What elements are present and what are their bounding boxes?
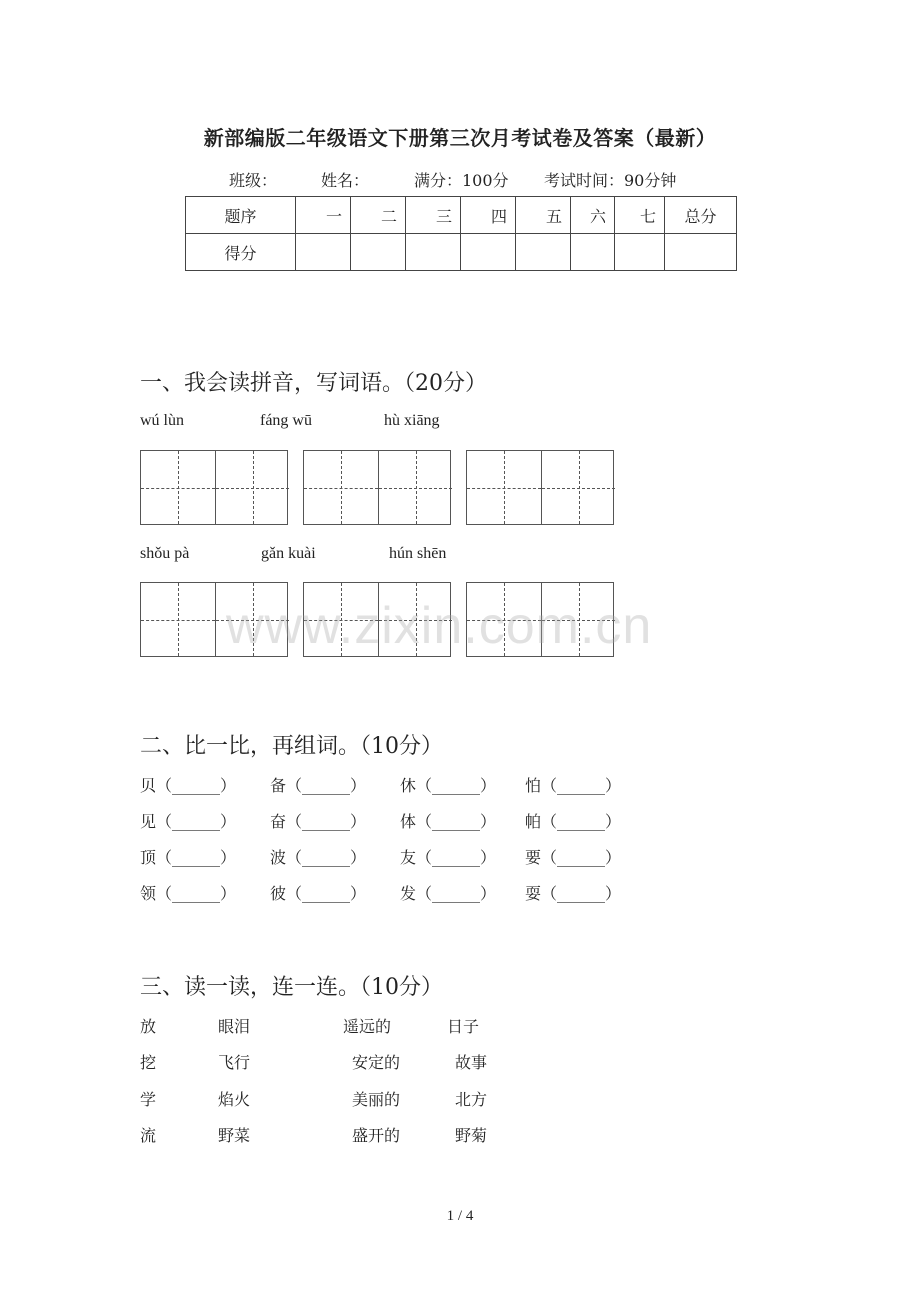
table-cell: 一 (296, 197, 351, 234)
answer-blank[interactable]: （______） (156, 776, 237, 795)
match-word[interactable]: 飞行 (218, 1053, 251, 1072)
char: 贝 (140, 776, 157, 795)
answer-blank[interactable]: （______） (286, 884, 367, 903)
score-input-cell[interactable] (406, 234, 461, 271)
char: 顶 (140, 848, 157, 867)
section1-heading: 一、我会读拼音，写词语。（20分） (140, 371, 487, 396)
answer-blank[interactable]: （______） (286, 776, 367, 795)
table-cell: 五 (516, 197, 571, 234)
watermark: www.zixin.com.cn (226, 597, 653, 655)
table-cell: 二 (351, 197, 406, 234)
score-input-cell[interactable] (571, 234, 615, 271)
pinyin-label: wú lùn (140, 412, 184, 429)
char-item (400, 845, 496, 868)
match-word[interactable]: 眼泪 (218, 1017, 251, 1036)
pinyin-label: hù xiāng (384, 412, 440, 429)
score-input-cell[interactable] (296, 234, 351, 271)
answer-blank[interactable]: （______） (156, 884, 237, 903)
char-item (270, 809, 366, 832)
score-input-cell[interactable] (351, 234, 406, 271)
char: 休 (400, 776, 417, 795)
match-word[interactable]: 北方 (455, 1090, 488, 1109)
char-item (270, 845, 366, 868)
pinyin-label: hún shēn (389, 545, 447, 562)
score-table-score-row (186, 234, 737, 271)
exam-title: 新部编版二年级语文下册第三次月考试卷及答案（最新） (203, 126, 717, 150)
table-cell: 三 (406, 197, 461, 234)
section3-heading: 三、读一读，连一连。（10分） (140, 975, 443, 1000)
section2-heading: 二、比一比，再组词。（10分） (140, 734, 443, 759)
score-input-cell[interactable] (461, 234, 516, 271)
char-item (140, 845, 236, 868)
char: 备 (270, 776, 287, 795)
table-cell: 六 (571, 197, 615, 234)
char: 帕 (525, 812, 542, 831)
match-word[interactable]: 盛开的 (352, 1126, 401, 1145)
match-word[interactable]: 流 (140, 1126, 157, 1145)
pinyin-label: fáng wū (260, 412, 312, 429)
char-item (270, 881, 366, 904)
table-cell: 总分 (665, 197, 737, 234)
score-input-cell[interactable] (615, 234, 665, 271)
table-cell: 七 (615, 197, 665, 234)
char: 波 (270, 848, 287, 867)
match-word[interactable]: 野菊 (455, 1126, 488, 1145)
answer-blank[interactable]: （______） (286, 812, 367, 831)
answer-blank[interactable]: （______） (416, 776, 497, 795)
answer-blank[interactable]: （______） (416, 848, 497, 867)
page-number: 1 / 4 (446, 1208, 474, 1224)
char-item (400, 881, 496, 904)
writing-grid[interactable] (140, 450, 288, 525)
char-item (400, 809, 496, 832)
char: 彼 (270, 884, 287, 903)
table-cell: 得分 (186, 234, 296, 271)
writing-grid[interactable] (466, 450, 614, 525)
match-word[interactable]: 野菜 (218, 1126, 251, 1145)
table-cell: 四 (461, 197, 516, 234)
char: 体 (400, 812, 417, 831)
name-label: 姓名： (321, 171, 370, 190)
match-word[interactable]: 日子 (447, 1017, 480, 1036)
match-word[interactable]: 焰火 (218, 1090, 251, 1109)
match-word[interactable]: 美丽的 (352, 1090, 401, 1109)
char-item (525, 773, 621, 796)
match-word[interactable]: 学 (140, 1090, 157, 1109)
char: 要 (525, 848, 542, 867)
answer-blank[interactable]: （______） (416, 884, 497, 903)
answer-blank[interactable]: （______） (541, 776, 622, 795)
score-table (185, 196, 737, 271)
char-item (400, 773, 496, 796)
answer-blank[interactable]: （______） (541, 884, 622, 903)
class-label: 班级： (229, 171, 278, 190)
table-cell: 题序 (186, 197, 296, 234)
pinyin-label: gǎn kuài (261, 545, 316, 562)
full-score-label: 满分：100分 (414, 171, 509, 190)
answer-blank[interactable]: （______） (541, 848, 622, 867)
char: 奋 (270, 812, 287, 831)
char-item (140, 773, 236, 796)
pinyin-label: shǒu pà (140, 545, 190, 562)
score-input-cell[interactable] (516, 234, 571, 271)
writing-grid[interactable] (303, 450, 451, 525)
match-word[interactable]: 故事 (455, 1053, 488, 1072)
score-input-cell[interactable] (665, 234, 737, 271)
char-item (270, 773, 366, 796)
exam-time-label: 考试时间：90分钟 (544, 171, 677, 190)
match-word[interactable]: 安定的 (352, 1053, 401, 1072)
score-table-header-row (186, 197, 737, 234)
char: 发 (400, 884, 417, 903)
char-item (525, 845, 621, 868)
char: 耍 (525, 884, 542, 903)
char-item (140, 881, 236, 904)
match-word[interactable]: 放 (140, 1017, 157, 1036)
char: 友 (400, 848, 417, 867)
match-word[interactable]: 遥远的 (343, 1017, 392, 1036)
char: 怕 (525, 776, 542, 795)
char-item (525, 881, 621, 904)
answer-blank[interactable]: （______） (541, 812, 622, 831)
match-word[interactable]: 挖 (140, 1053, 157, 1072)
answer-blank[interactable]: （______） (156, 812, 237, 831)
char: 领 (140, 884, 157, 903)
answer-blank[interactable]: （______） (286, 848, 367, 867)
answer-blank[interactable]: （______） (156, 848, 237, 867)
char: 见 (140, 812, 157, 831)
answer-blank[interactable]: （______） (416, 812, 497, 831)
char-item (140, 809, 236, 832)
char-item (525, 809, 621, 832)
